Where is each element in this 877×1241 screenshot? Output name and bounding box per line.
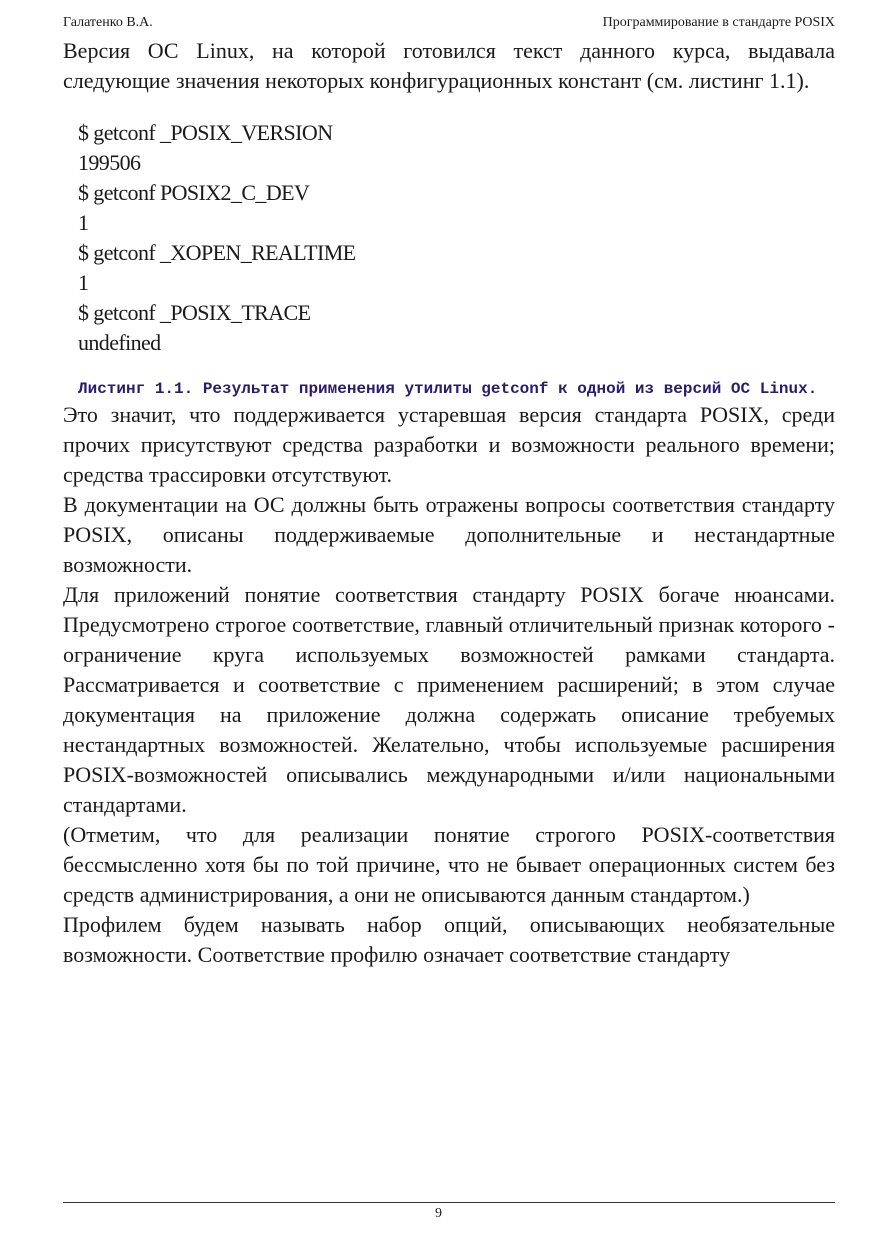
code-line: 1	[78, 210, 89, 235]
code-line: $ getconf _POSIX_VERSION	[78, 120, 333, 145]
body-paragraph: Для приложений понятие соответствия стандарту POSIX богаче нюансами. Предусмотрено строгое соответствие, главный отличительный признак которого - ограничение круга используемых возможностей рамками стандарта. Рассматривается и соответствие с применением расширений; в этом случае документация на приложение должна содержать описание требуемых нестандартных возможностей. Желательно, чтобы используемые расширения POSIX-возможностей описывались международными и/или национальными стандартами.	[63, 582, 835, 817]
code-line: 199506	[78, 150, 141, 175]
body-paragraph: Профилем будем называть набор опций, описывающих необязательные возможности. Соответствие профилю означает соответствие стандарту	[63, 912, 835, 967]
header-author: Галатенко В.А.	[63, 15, 153, 30]
code-line: $ getconf _POSIX_TRACE	[78, 300, 311, 325]
code-line: $ getconf _XOPEN_REALTIME	[78, 240, 356, 265]
intro-paragraph: Версия ОС Linux, на которой готовился текст данного курса, выдавала следующие значения некоторых конфигурационных констант (см. листинг 1.1).	[63, 38, 835, 93]
header-title: Программирование в стандарте POSIX	[602, 15, 835, 30]
footer-divider	[63, 1202, 835, 1203]
listing-caption: Листинг 1.1. Результат применения утилиты getconf к одной из версий ОС Linux.	[78, 380, 818, 398]
code-line: undefined	[78, 330, 161, 355]
body-paragraph: (Отметим, что для реализации понятие строгого POSIX-соответствия бессмысленно хотя бы по той причине, что не бывает операционных систем без средств администрирования, а они не описываются данным стандартом.)	[63, 822, 835, 907]
page-number: 9	[435, 1206, 442, 1221]
body-paragraph: Это значит, что поддерживается устаревшая версия стандарта POSIX, среди прочих присутствуют средства разработки и возможности реального времени; средства трассировки отсутствуют.	[63, 402, 835, 487]
code-line: 1	[78, 270, 89, 295]
body-paragraph: В документации на ОС должны быть отражены вопросы соответствия стандарту POSIX, описаны поддерживаемые дополнительные и нестандартные возможности.	[63, 492, 835, 577]
page-header	[63, 15, 835, 35]
code-listing	[63, 118, 835, 358]
page-content	[63, 36, 835, 970]
code-line: $ getconf POSIX2_C_DEV	[78, 180, 310, 205]
